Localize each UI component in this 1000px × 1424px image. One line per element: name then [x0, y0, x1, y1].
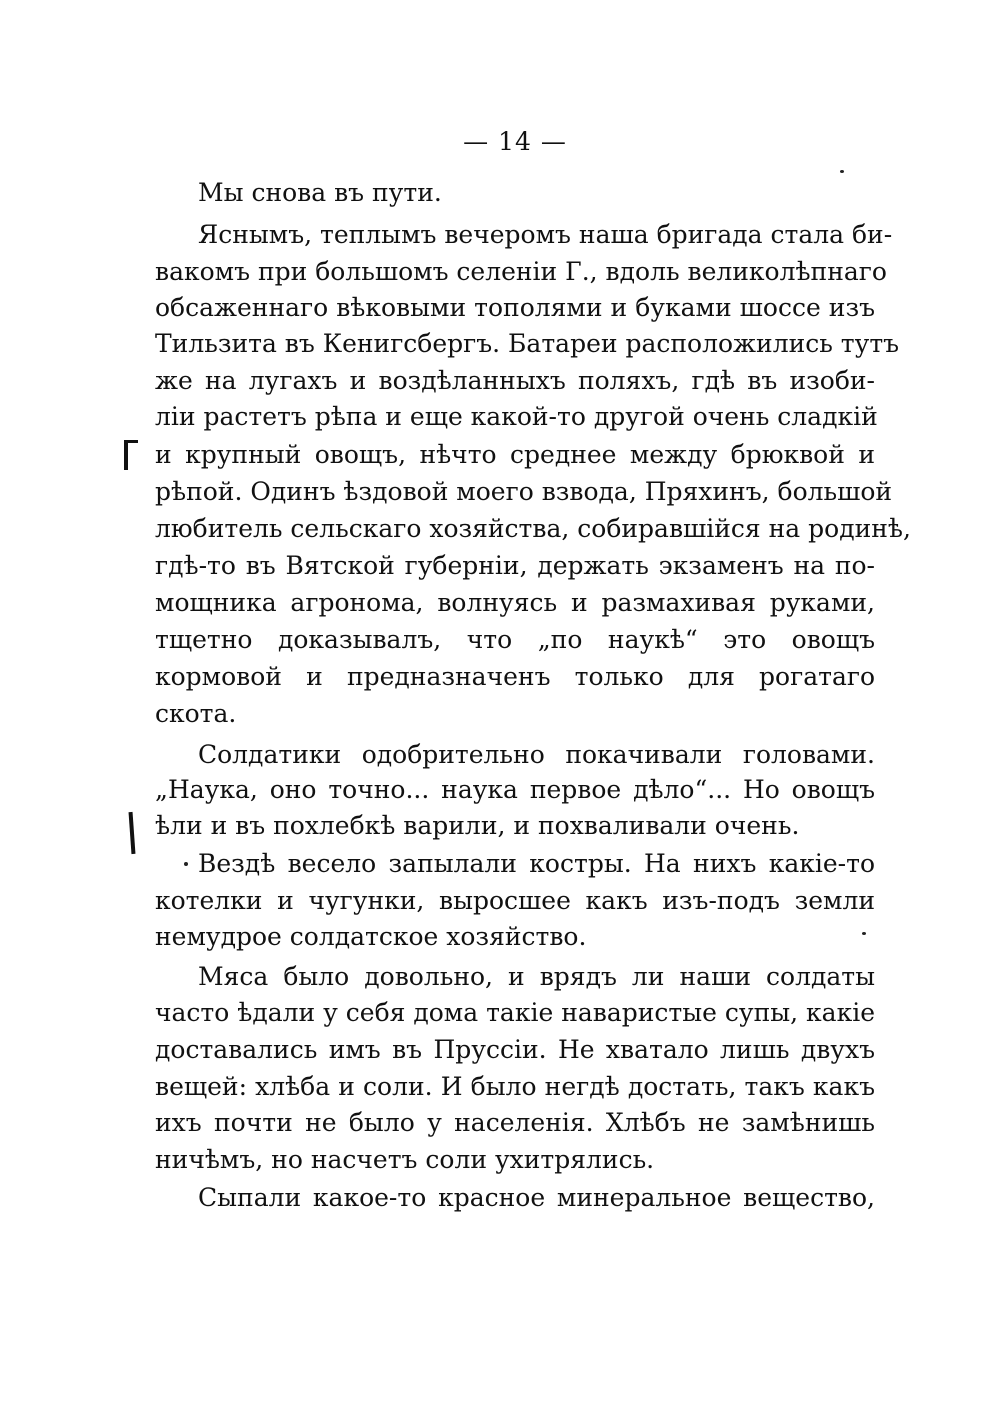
text-line: Мы снова въ пути.	[198, 178, 442, 207]
text-line: мощника агронома, волнуясь и размахивая руками,	[155, 588, 875, 617]
text-line: тщетно доказывалъ, что „по наукѣ“ это овощъ	[155, 625, 875, 654]
text-line: Вездѣ весело запылали костры. На нихъ какiе-то	[198, 849, 875, 878]
text-line: и крупный овощъ, нѣчто среднее между брюквой и	[155, 440, 875, 469]
text-line: вакомъ при большомъ селенiи Г., вдоль великолѣпнаго	[155, 257, 887, 286]
text-line: гдѣ-то въ Вятской губернiи, держать экзаменъ на по-	[155, 551, 875, 580]
text-line: обсаженнаго вѣковыми тополями и буками шоссе изъ	[155, 293, 875, 322]
text-line: Сыпали какое-то красное минеральное вещество,	[198, 1183, 875, 1212]
text-line: ихъ почти не было у населенiя. Хлѣбъ не замѣнишь	[155, 1108, 875, 1137]
text-line: Тильзита въ Кенигсбергъ. Батареи расположились тутъ	[155, 329, 900, 358]
page-number: — 14 —	[463, 127, 567, 156]
text-line: ничѣмъ, но насчетъ соли ухитрялись.	[155, 1145, 655, 1174]
text-line: часто ѣдали у себя дома такiе наваристые супы, какiе	[155, 998, 875, 1027]
text-line: кормовой и предназначенъ только для рогатаго	[155, 662, 875, 691]
text-line: же на лугахъ и воздѣланныхъ поляхъ, гдѣ въ изоби-	[155, 366, 875, 395]
text-line: лiи растетъ рѣпа и еще какой-то другой очень сладкiй	[155, 402, 878, 431]
text-line: Яснымъ, теплымъ вечеромъ наша бригада стала би-	[198, 220, 893, 249]
text-line: котелки и чугунки, выросшее какъ изъ-подъ земли	[155, 886, 875, 915]
text-line: скота.	[155, 699, 237, 728]
scan-speck	[184, 862, 188, 866]
text-line: доставались имъ въ Пруссiи. Не хватало лишь двухъ	[155, 1035, 875, 1064]
scan-speck	[862, 932, 866, 935]
text-line: любитель сельскаго хозяйства, собиравшiйся на родинѣ,	[155, 514, 911, 543]
text-line: рѣпой. Одинъ ѣздовой моего взвода, Пряхинъ, большой	[155, 477, 893, 506]
text-line: Мяса было довольно, и врядъ ли наши солдаты	[198, 962, 875, 991]
text-line: вещей: хлѣба и соли. И было негдѣ достать, такъ какъ	[155, 1072, 875, 1101]
text-line: „Наука, оно точно... наука первое дѣло“... Но овощъ	[155, 775, 875, 804]
text-line: немудрое солдатское хозяйство.	[155, 922, 587, 951]
scan-speck	[840, 170, 844, 173]
text-line: Солдатики одобрительно покачивали головами.	[198, 740, 875, 769]
text-line: ѣли и въ похлебкѣ варили, и похваливали очень.	[155, 811, 800, 840]
